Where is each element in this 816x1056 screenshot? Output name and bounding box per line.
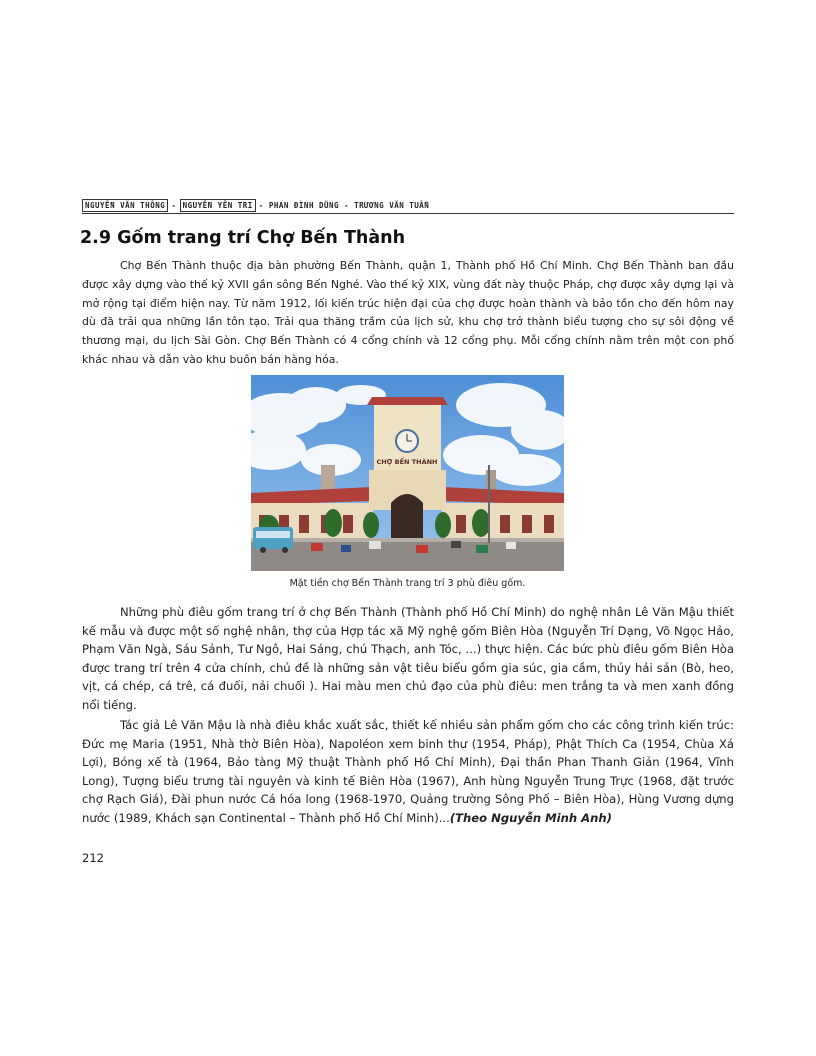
header-other-authors: - PHAN ĐÌNH DŨNG - TRƯƠNG VĂN TUẤN bbox=[258, 200, 430, 210]
header-separator: - bbox=[171, 200, 177, 210]
market-sign-text: CHỢ BẾN THÀNH bbox=[376, 458, 438, 466]
header-author-1: NGUYỄN VĂN THÔNG bbox=[82, 199, 168, 212]
paragraph-author-works bbox=[82, 716, 734, 828]
citation: (Theo Nguyễn Minh Anh) bbox=[449, 810, 612, 825]
paragraph-intro: Chợ Bến Thành thuộc địa bàn phường Bến Thành, quận 1, Thành phố Hồ Chí Minh. Chợ Bến Thành ban đầu được xây dựng vào thế kỷ XVII gần sông Bến Nghé. Vào thế kỷ XIX, vùng đất này thuộc Pháp, chợ được xây dựng lại và mở rộng tại điểm hiện nay. Từ năm 1912, lối kiến trúc hiện đại của chợ được hoàn thành và bảo tồn cho đến hôm nay dù đã trải qua những lần tôn tạo. Trải qua thăng trầm của lịch sử, khu chợ trở thành biểu tượng cho sự sôi động về thương mại, du lịch Sài Gòn. Chợ Bến Thành có 4 cổng chính và 12 cổng phụ. Mỗi cổng chính nằm trên một con phố khác nhau và dẫn vào khu buôn bán hàng hóa. bbox=[82, 259, 734, 366]
section-title: 2.9 Gốm trang trí Chợ Bến Thành bbox=[80, 228, 406, 248]
paragraph-ceramic-reliefs: Những phù điêu gốm trang trí ở chợ Bến Thành (Thành phố Hồ Chí Minh) do nghệ nhân Lê Văn Mậu thiết kế mẫu và được một số nghệ nhân, thợ của Hợp tác xã Mỹ nghệ gốm Biên Hòa (Nguyễn Trí Dạng, Võ Ngọc Hảo, Phạm Văn Ngà, Sáu Sảnh, Tư Ngô, Hai Sáng, chú Thạch, anh Tóc, ...) thực hiện. Các bức phù điêu gốm Biên Hòa được trang trí trên 4 cửa chính, chủ đề là những sản vật tiêu biểu gồm gia súc, gia cầm, thủy hải sản (Bò, heo, vịt, cá chép, cá trê, cá đuối, nải chuối ). Hai màu men chủ đạo của phù điêu: men trắng ta và men xanh đồng nổi tiếng. bbox=[82, 605, 734, 712]
running-header bbox=[82, 197, 734, 214]
figure-caption: Mặt tiền chợ Bến Thành trang trí 3 phù điêu gốm. bbox=[289, 578, 526, 589]
page-number: 212 bbox=[82, 851, 104, 865]
paragraph-author-works-text: Tác giả Lê Văn Mậu là nhà điêu khắc xuất sắc, thiết kế nhiều sản phẩm gốm cho các công trình kiến trúc: Đức mẹ Maria (1951, Nhà thờ Biên Hòa), Napoléon xem binh thư (1954, Pháp), Phật Thích Ca (1954, Chùa Xá Lợi), Bóng xế tà (1964, Bảo tàng Mỹ thuật Thành phố Hồ Chí Minh), Đại thần Phan Thanh Giản (1964, Vĩnh Long), Tượng biểu trưng tài nguyên và kinh tế Biên Hòa (1967), Anh hùng Nguyễn Trung Trực (1968, đặt trước chợ Rạch Giá), Đài phun nước Cá hóa long (1968-1970, Quảng trường Sông Phố – Biên Hòa), Hùng Vương dựng nước (1989, Khách sạn Continental – Thành phố Hồ Chí Minh)... bbox=[82, 718, 734, 825]
header-author-2: NGUYỄN YÊN TRI bbox=[180, 199, 256, 212]
market-photo bbox=[251, 375, 564, 571]
